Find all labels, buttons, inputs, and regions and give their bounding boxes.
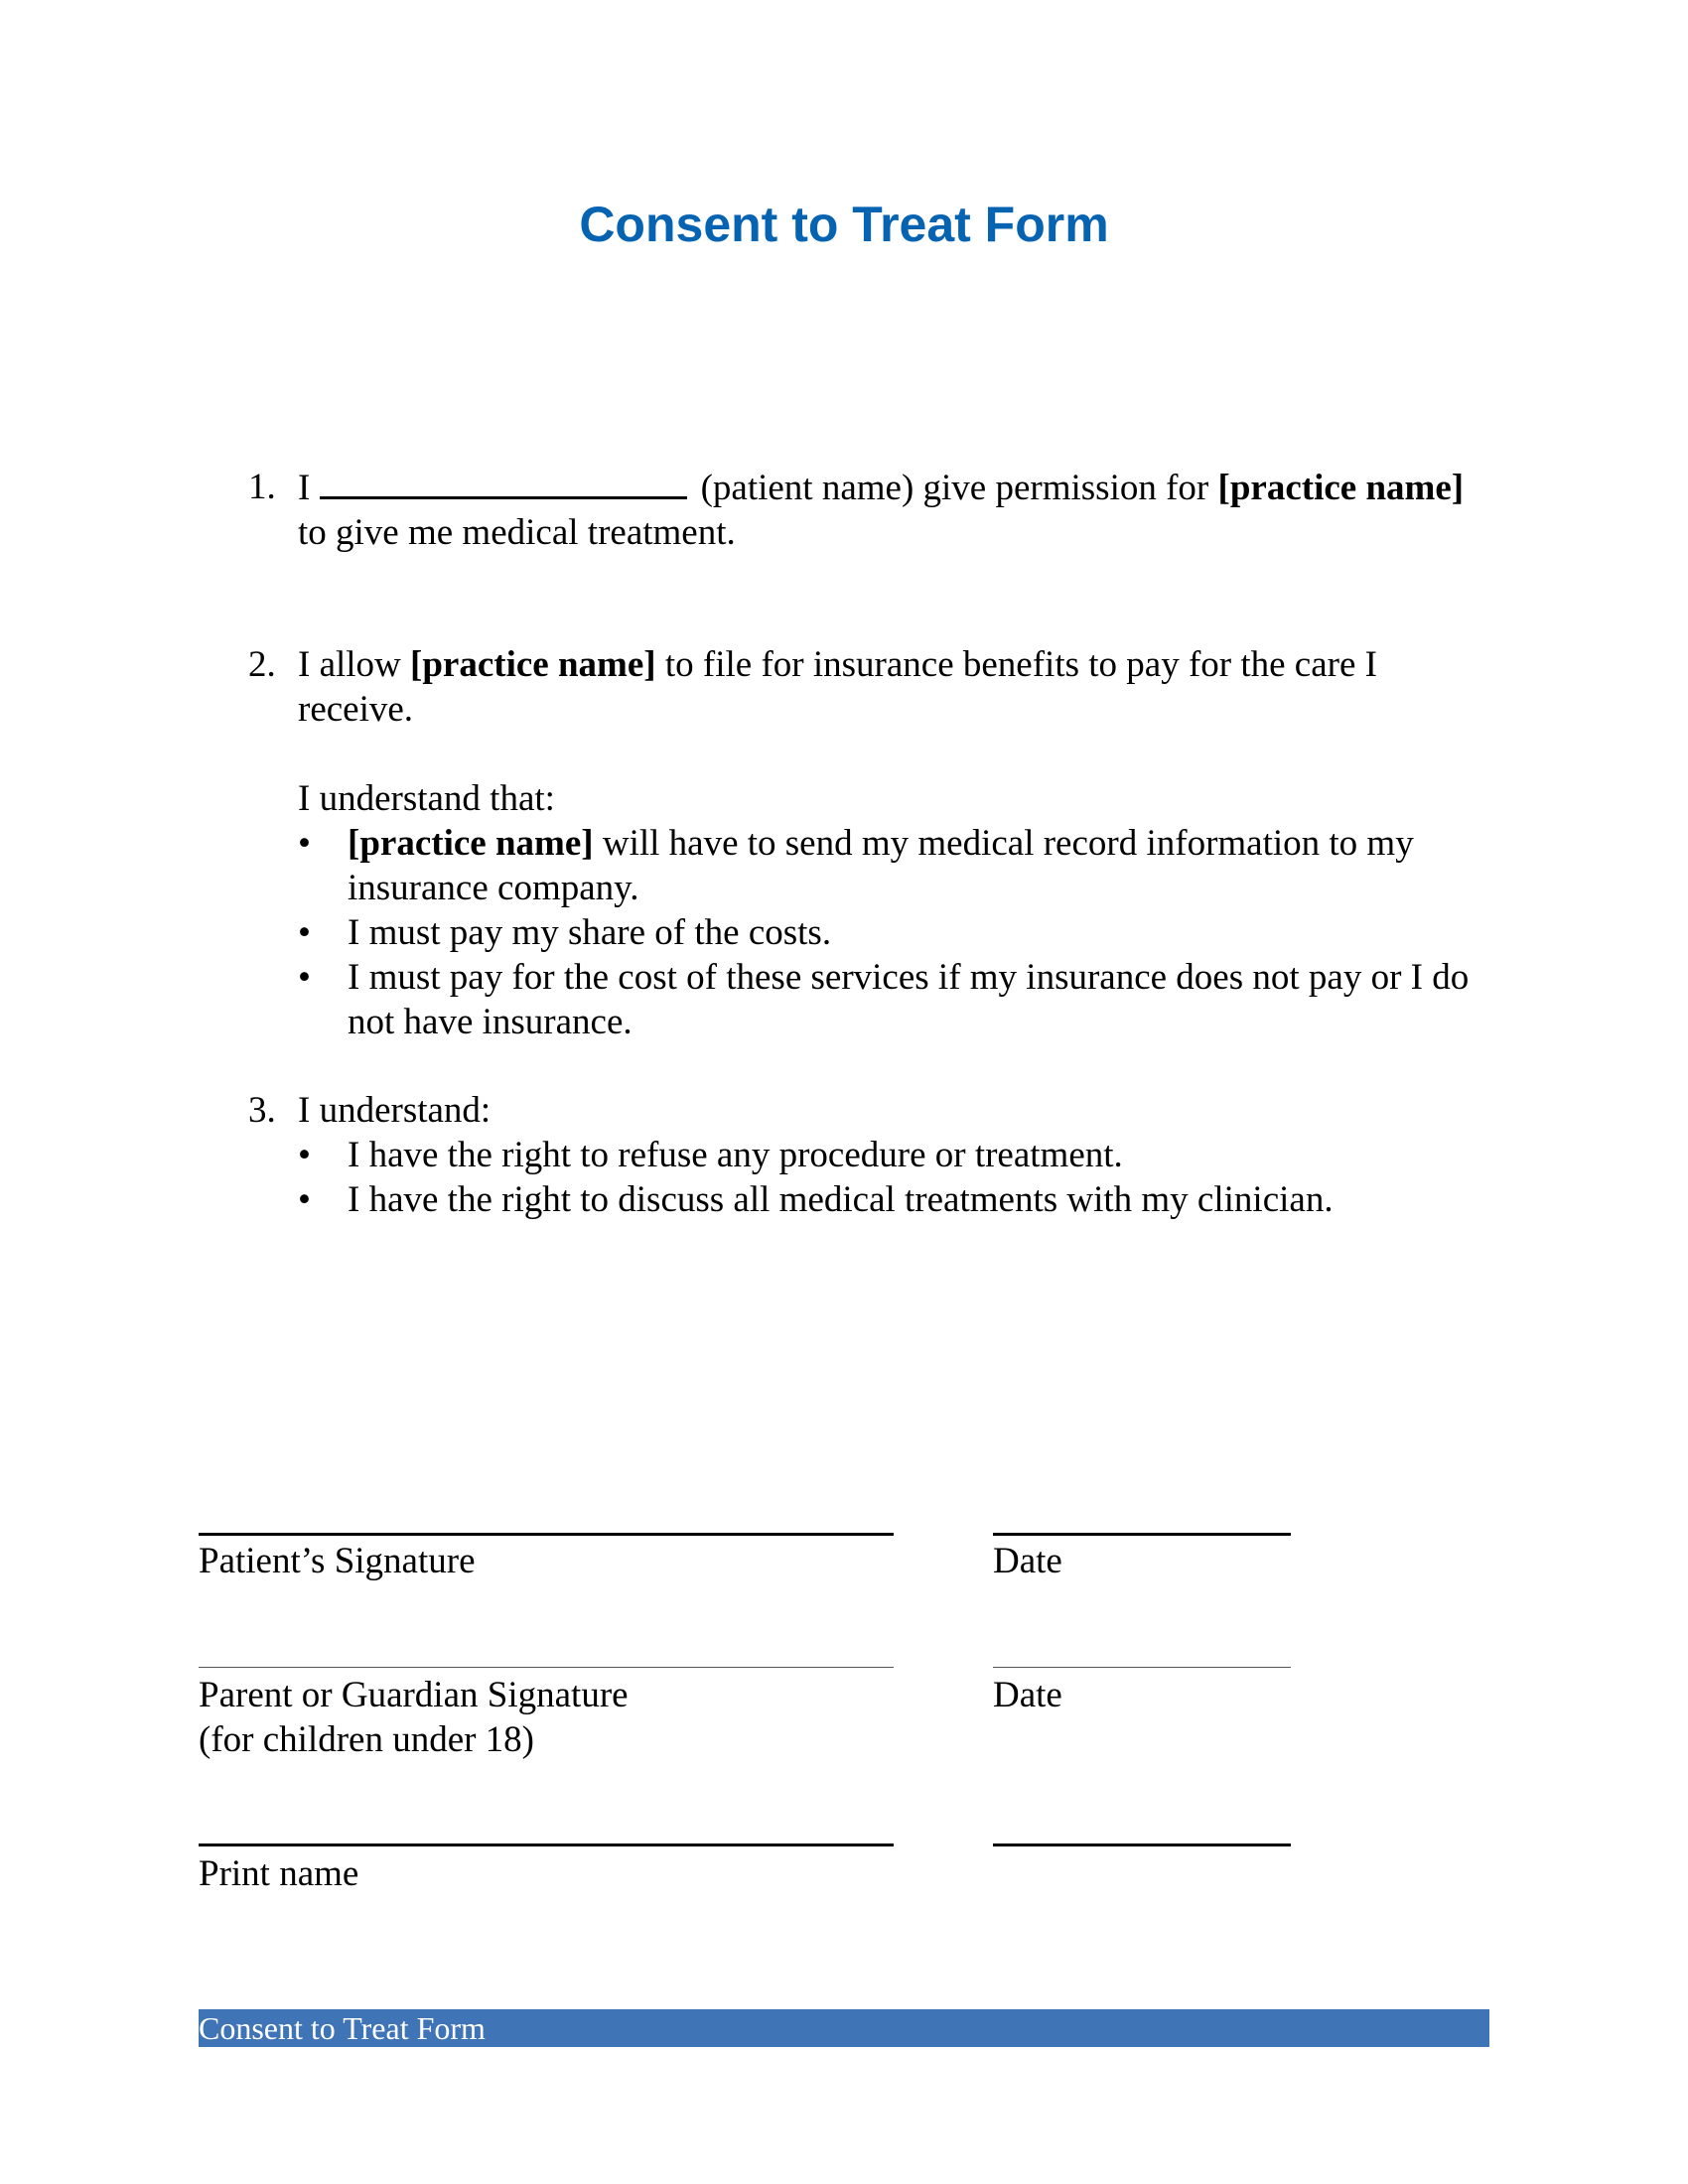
footer-text: Consent to Treat Form [199, 2010, 486, 2046]
bullet-text: I have the right to discuss all medical treatments with my clinician. [348, 1179, 1334, 1220]
list-item [298, 955, 1499, 1044]
item-number: 1. [248, 467, 276, 507]
item-text: to give me medical treatment. [298, 512, 736, 553]
print-date-line[interactable] [993, 1843, 1291, 1846]
item-body [298, 1088, 1499, 1222]
guardian-signature-line[interactable] [199, 1667, 894, 1668]
bullet-text: I have the right to refuse any procedure or treatment. [348, 1135, 1123, 1175]
bullet-list [298, 821, 1499, 1044]
practice-name-placeholder: [practice name] [1217, 468, 1465, 508]
item-text: to file for insurance benefits to pay for the care I receive. [298, 644, 1377, 730]
item-lead-text: I [298, 468, 311, 508]
item-number: 3. [248, 1090, 276, 1131]
print-name-label: Print name [199, 1853, 359, 1894]
consent-item-3 [248, 1088, 1499, 1222]
item-text: (patient name) give permission for [691, 468, 1218, 508]
list-item [298, 1177, 1499, 1222]
understand-heading: I understand that: [298, 778, 555, 819]
date-label: Date [993, 1675, 1062, 1715]
consent-item-1 [248, 465, 1499, 555]
print-name-line[interactable] [199, 1843, 894, 1846]
guardian-date-line[interactable] [993, 1667, 1291, 1668]
list-item [298, 910, 1499, 955]
date-label: Date [993, 1541, 1062, 1581]
item-body [298, 642, 1499, 1044]
item-number: 2. [248, 644, 276, 685]
list-item [298, 821, 1499, 910]
guardian-note: (for children under 18) [199, 1719, 535, 1760]
bullet-icon: • [298, 957, 311, 998]
patient-name-blank[interactable] [320, 465, 687, 499]
item-paragraph [298, 642, 1499, 732]
bullet-icon: • [298, 1135, 311, 1175]
page-title: Consent to Treat Form [579, 197, 1109, 252]
consent-item-2 [248, 642, 1499, 1044]
understand-heading: I understand: [298, 1090, 492, 1131]
patient-signature-label: Patient’s Signature [199, 1541, 476, 1581]
bullet-icon: • [298, 1179, 311, 1220]
bullet-text: will have to send my medical record information to my insurance company. [348, 823, 1414, 908]
item-body [298, 465, 1499, 555]
spacer [298, 732, 1499, 776]
bullet-icon: • [298, 912, 311, 953]
footer-bar [199, 2009, 1489, 2047]
patient-date-line[interactable] [993, 1533, 1291, 1536]
practice-name-placeholder: [practice name] [410, 644, 656, 685]
list-item [298, 1133, 1499, 1177]
patient-signature-line[interactable] [199, 1533, 894, 1536]
bullet-text: I must pay my share of the costs. [348, 912, 832, 953]
guardian-signature-label: Parent or Guardian Signature [199, 1675, 629, 1715]
bullet-text: I must pay for the cost of these services if my insurance does not pay or I do not have insurance. [348, 957, 1470, 1042]
item-text: I allow [298, 644, 411, 685]
bullet-list [298, 1133, 1499, 1222]
practice-name-placeholder: [practice name] [348, 823, 594, 864]
bullet-icon: • [298, 823, 311, 864]
